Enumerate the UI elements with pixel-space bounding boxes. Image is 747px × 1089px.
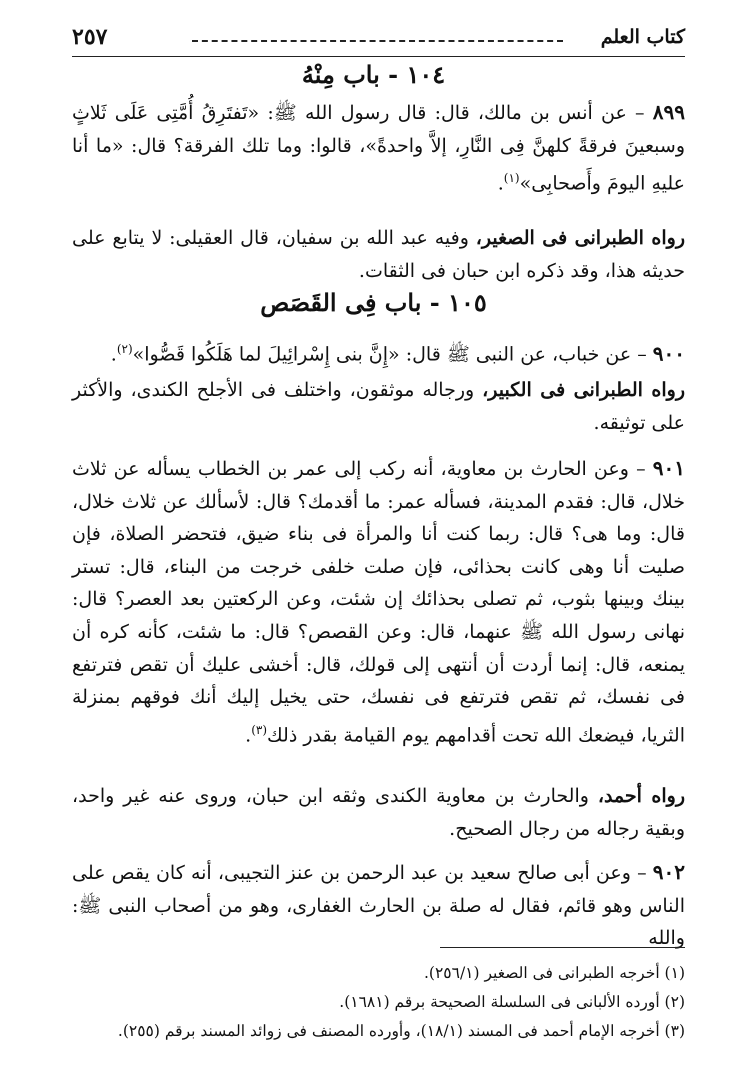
hadith-text: – وعن الحارث بن معاوية، أنه ركب إلى عمر بن الخطاب يسأله عن ثلاث خلال، قال: فقدم المدينة، فسأله عمر: ما أقدمك؟ قال: لأسألك عن ثلاث خلال، قال: وما هى؟ قال: ربما كنت أنا والمرأة فى بناء ضيق، فتحضر الصلاة، فإن صليت أنا وهى كانت بحذائى، فإن صلت خلفى خرجت من البناء، قال: تستر بينك وبينها بثوب، ثم تصلى بحذائك إن شئت، وعن الركعتين بعد العصر؟ قال: نهانى رسول الله ﷺ عنهما، قال: وعن القصص؟ قال: ما شئت، كأنه كره أن يمنعه، قال: إنما أردت أن أنتهى إلى قولك، قال: أخشى عليك أن تقص فترتفع فى نفسك، ثم تقص فترتفع فى نفسك، حتى يخيل إليك أنك فوقهم بمنزلة الثريا، فيضعك الله تحت أقدامهم يوم القيامة بقدر ذلك [72, 458, 685, 747]
grading-899 [72, 222, 685, 287]
footnote: (٣) أخرجه الإمام أحمد فى المسند (١٨/١)، وأورده المصنف فى زوائد المسند برقم (٢٥٥). [117, 1022, 685, 1040]
grading-900 [72, 374, 685, 439]
header-dash-line [192, 40, 563, 42]
section-heading: ١٠٤ - باب مِنْهُ [301, 60, 446, 89]
footnote-ref[interactable]: (١) [503, 171, 520, 186]
running-header [72, 22, 685, 57]
hadith-902 [72, 856, 685, 955]
footnote-ref[interactable]: (٣) [251, 722, 268, 737]
hadith-text: – عن أنس بن مالك، قال: قال رسول الله ﷺ: «تَفتَرِقُ أُمَّتِى عَلَى ثَلاثٍ وسبعينَ فرقةً كلهنَّ فِى النَّارِ، إلاَّ واحدةً»، قالوا: وما تلك الفرقة؟ قال: «ما أنا عليهِ اليومَ وأَصحابِى» [72, 102, 685, 195]
hadith-text: – وعن أبى صالح سعيد بن عبد الرحمن بن عنز التجيبى، أنه كان يقص على الناس وهو قائم، فقال له صلة بن الحارث الغفارى، وهو من أصحاب النبى ﷺ: والله [72, 862, 685, 950]
hadith-901: ٩٠١ – وعن الحارث بن معاوية، أنه ركب إلى عمر بن الخطاب يسأله عن ثلاث خلال، قال: فقدم المدينة، فسأله عمر: ما أقدمك؟ قال: لأسألك عن ثلاث خلال، قال: وما هى؟ قال: ربما كنت أنا والمرأة فى بناء ضيق، فتحضر الصلاة، فإن صليت أنا وهى كانت بحذائى، فإن صلت خلفى خرجت من البناء، قال: تستر بينك وبينها بثوب، ثم تصلى بحذائك إن شئت، وعن الركعتين بعد العصر؟ قال: نهانى رسول الله ﷺ عنهما، قال: وعن القصص؟ قال: ما شئت، كأنه كره أن يمنعه، قال: إنما أردت أن أنتهى إلى قولك، قال: أخشى عليك أن تقص فترتفع فى نفسك، ثم تقص فترتفع فى نفسك، حتى يخيل إليك أنك فوقهم بمنزلة الثريا، فيضعك الله تحت أقدامهم يوم القيامة بقدر ذلك$^{(٣)}$. [72, 456, 685, 747]
source-citation: رواه الطبرانى فى الكبير، [482, 379, 685, 401]
page-number: ٢٥٧ [72, 24, 108, 50]
grading-text: والحارث بن معاوية الكندى وثقه ابن حبان، وروى عنه غير واحد، وبقية رجاله من رجال الصحيح. [72, 785, 685, 840]
source-citation: رواه الطبرانى فى الصغير، [475, 227, 685, 249]
section-heading: ١٠٥ - باب فِى القَصَص [260, 288, 487, 317]
grading-text: وفيه عبد الله بن سفيان، قال العقيلى: لا يتابع على حديثه هذا، وقد ذكره ابن حبان فى الثقات. [72, 227, 685, 282]
grading-text: ورجاله موثقون، واختلف فى الأجلح الكندى، والأكثر على توثيقه. [72, 379, 685, 434]
hadith-number: ٨٩٩ [652, 100, 685, 124]
hadith-900: ٩٠٠ – عن خباب، عن النبى ﷺ قال: «إِنَّ بنى إِسْرائِيلَ لما هَلَكُوا قَصُّوا»$^{(٢)}$. [110, 341, 685, 366]
hadith-number: ٩٠٢ [652, 860, 685, 884]
book-title: كتاب العلم [600, 26, 685, 48]
grading-901 [72, 780, 685, 845]
source-citation: رواه أحمد، [597, 785, 685, 807]
footnote: (١) أخرجه الطبرانى فى الصغير (٢٥٦/١). [424, 964, 685, 982]
footnote-ref[interactable]: (٢) [116, 342, 133, 356]
footnote: (٢) أورده الألبانى فى السلسلة الصحيحة برقم (١٦٨١). [339, 993, 685, 1011]
hadith-number: ٩٠١ [652, 456, 685, 480]
hadith-number: ٩٠٠ [652, 341, 685, 366]
hadith-899: ٨٩٩ – عن أنس بن مالك، قال: قال رسول الله ﷺ: «تَفتَرِقُ أُمَّتِى عَلَى ثَلاثٍ وسبعينَ فرقةً كلهنَّ فِى النَّارِ، إلاَّ واحدةً»، قالوا: وما تلك الفرقة؟ قال: «ما أنا عليهِ اليومَ وأَصحابِى»$^{(١)}$. [72, 100, 685, 195]
footnote-divider [440, 947, 685, 948]
hadith-text: – عن خباب، عن النبى ﷺ قال: «إِنَّ بنى إِسْرائِيلَ لما هَلَكُوا قَصُّوا» [132, 343, 653, 366]
